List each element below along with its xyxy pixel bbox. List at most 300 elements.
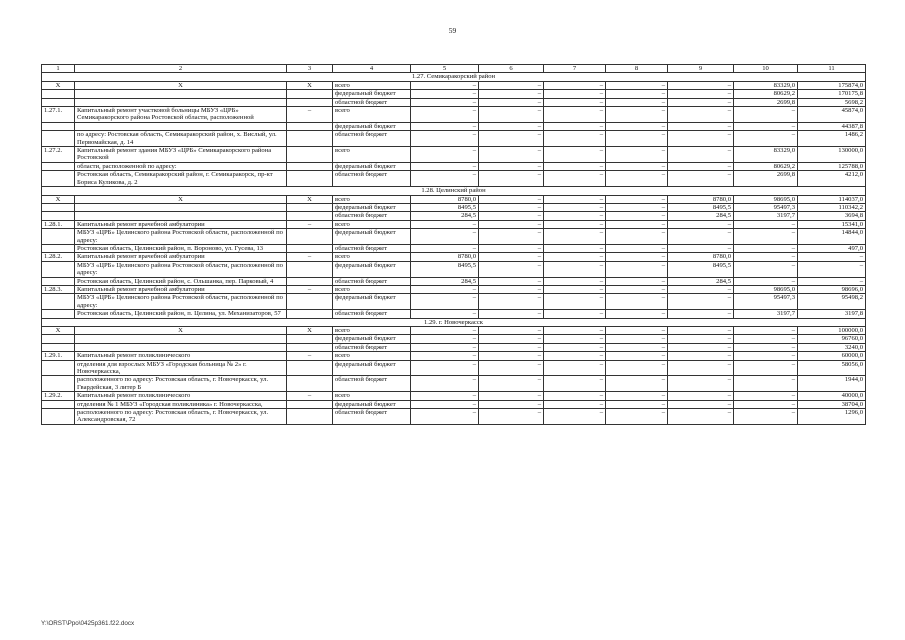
value-col7: – (544, 294, 606, 310)
value-col10: – (734, 343, 798, 351)
value-col10: – (734, 244, 798, 252)
cell-col3 (287, 131, 333, 147)
value-col8: – (606, 122, 668, 130)
item-code (42, 400, 75, 408)
value-col9: – (668, 147, 734, 163)
value-col7: – (544, 327, 606, 335)
funding-source: федеральный бюджет (333, 229, 411, 245)
value-col11: 125788,0 (798, 162, 866, 170)
value-col9: – (668, 107, 734, 123)
table-row (42, 261, 866, 277)
table-row (42, 220, 866, 228)
value-col8: – (606, 352, 668, 360)
value-col7: – (544, 261, 606, 277)
value-col9: – (668, 98, 734, 106)
value-col10: – (734, 253, 798, 261)
value-col6: – (479, 392, 544, 400)
value-col10: – (734, 122, 798, 130)
value-col5: – (411, 122, 479, 130)
cell-col3 (287, 203, 333, 211)
item-code (42, 335, 75, 343)
table-row (42, 147, 866, 163)
value-col5: – (411, 220, 479, 228)
item-code (42, 376, 75, 392)
value-col11: 130000,0 (798, 147, 866, 163)
value-col7: – (544, 81, 606, 89)
item-name: Капитальный ремонт врачебной амбулатории (75, 285, 287, 293)
value-col8: – (606, 285, 668, 293)
column-number: 2 (75, 65, 287, 73)
value-col7: – (544, 310, 606, 318)
table-row (42, 277, 866, 285)
value-col6: – (479, 81, 544, 89)
table-row (42, 162, 866, 170)
value-col6: – (479, 90, 544, 98)
value-col5: – (411, 352, 479, 360)
table-row (42, 409, 866, 425)
value-col6: – (479, 261, 544, 277)
value-col5: – (411, 171, 479, 187)
table-row (42, 203, 866, 211)
value-col5: – (411, 343, 479, 351)
value-col7: – (544, 212, 606, 220)
value-col6: – (479, 220, 544, 228)
table-row (42, 310, 866, 318)
cell-col3 (287, 409, 333, 425)
cell-col3 (287, 343, 333, 351)
funding-source: всего (333, 81, 411, 89)
funding-source: областной бюджет (333, 409, 411, 425)
value-col6: – (479, 229, 544, 245)
item-name: Ростовская область, Семикаракорский район, г. Семикаракорск, пр-кт Бориса Куликова, д. 2 (75, 171, 287, 187)
cell-col3 (287, 171, 333, 187)
cell-col3: – (287, 392, 333, 400)
cell-col3 (287, 147, 333, 163)
value-col9: – (668, 285, 734, 293)
item-code (42, 229, 75, 245)
value-col8: – (606, 360, 668, 376)
value-col8: – (606, 335, 668, 343)
funding-source: всего (333, 147, 411, 163)
item-code: 1.28.3. (42, 285, 75, 293)
value-col7: – (544, 107, 606, 123)
value-col11: 110342,2 (798, 203, 866, 211)
cell-col3: – (287, 352, 333, 360)
value-col11: 1944,0 (798, 376, 866, 392)
item-name (75, 335, 287, 343)
table-row (42, 400, 866, 408)
item-name (75, 98, 287, 106)
value-col6: – (479, 360, 544, 376)
item-name: Капитальный ремонт поликлинического (75, 392, 287, 400)
value-col10: 2699,8 (734, 98, 798, 106)
value-col6: – (479, 98, 544, 106)
item-name (75, 203, 287, 211)
table-row (42, 285, 866, 293)
item-code (42, 171, 75, 187)
value-col5: – (411, 244, 479, 252)
table-row (42, 392, 866, 400)
value-col9: 8495,5 (668, 203, 734, 211)
value-col9: – (668, 327, 734, 335)
value-col8: – (606, 392, 668, 400)
value-col7: – (544, 277, 606, 285)
value-col8: – (606, 195, 668, 203)
value-col10: – (734, 277, 798, 285)
cell-col3 (287, 244, 333, 252)
value-col5: – (411, 285, 479, 293)
item-code (42, 360, 75, 376)
value-col6: – (479, 400, 544, 408)
table-row (42, 376, 866, 392)
cell-col3: – (287, 107, 333, 123)
value-col7: – (544, 220, 606, 228)
value-col11: 497,0 (798, 244, 866, 252)
value-col11: 14844,0 (798, 229, 866, 245)
item-code (42, 162, 75, 170)
value-col11: 1296,0 (798, 409, 866, 425)
value-col10: 3197,7 (734, 310, 798, 318)
value-col11: 40000,0 (798, 392, 866, 400)
value-col10: – (734, 400, 798, 408)
value-col6: – (479, 310, 544, 318)
value-col6: – (479, 376, 544, 392)
value-col9: – (668, 122, 734, 130)
item-name: Капитальный ремонт поликлинического (75, 352, 287, 360)
value-col9: – (668, 343, 734, 351)
cell-col3 (287, 98, 333, 106)
value-col11: 98696,0 (798, 285, 866, 293)
value-col8: – (606, 162, 668, 170)
table-row (42, 253, 866, 261)
value-col6: – (479, 335, 544, 343)
column-number: 4 (333, 65, 411, 73)
item-name: области, расположенной по адресу: (75, 162, 287, 170)
value-col5: 8495,5 (411, 261, 479, 277)
value-col7: – (544, 352, 606, 360)
column-number: 6 (479, 65, 544, 73)
item-code (42, 212, 75, 220)
column-number-row (42, 65, 866, 73)
value-col7: – (544, 253, 606, 261)
funding-source: областной бюджет (333, 343, 411, 351)
value-col11: 38704,0 (798, 400, 866, 408)
item-name: по адресу: Ростовская область, Семикаракорский район, х. Вислый, ул. Первомайская, д. 14 (75, 131, 287, 147)
table-row (42, 294, 866, 310)
item-name: Капитальный ремонт врачебной амбулатории (75, 220, 287, 228)
value-col6: – (479, 294, 544, 310)
item-name: отделения № 1 МБУЗ «Городская поликлиника» г. Новочеркасска, (75, 400, 287, 408)
funding-source: всего (333, 285, 411, 293)
item-code (42, 409, 75, 425)
table-row (42, 90, 866, 98)
value-col5: – (411, 335, 479, 343)
value-col5: – (411, 310, 479, 318)
column-number: 9 (668, 65, 734, 73)
value-col5: – (411, 162, 479, 170)
value-col9: – (668, 352, 734, 360)
funding-source: всего (333, 195, 411, 203)
table-row (42, 122, 866, 130)
value-col10: 2699,8 (734, 171, 798, 187)
cell-col3: – (287, 253, 333, 261)
value-col7: – (544, 376, 606, 392)
value-col8: – (606, 171, 668, 187)
item-name: Ростовская область, Целинский район, п. Вороново, ул. Гусева, 13 (75, 244, 287, 252)
page-number: 59 (448, 26, 457, 35)
value-col11: – (798, 253, 866, 261)
funding-source: областной бюджет (333, 98, 411, 106)
section-header-row (42, 318, 866, 326)
value-col5: 284,5 (411, 277, 479, 285)
funding-source: всего (333, 352, 411, 360)
funding-source: областной бюджет (333, 277, 411, 285)
table-row (42, 229, 866, 245)
section-header-row (42, 187, 866, 195)
value-col10: 3197,7 (734, 212, 798, 220)
funding-source: федеральный бюджет (333, 335, 411, 343)
value-col9: – (668, 409, 734, 425)
value-col10: – (734, 376, 798, 392)
item-name: Ростовская область, Целинский район, п. Целина, ул. Механизаторов, 57 (75, 310, 287, 318)
item-code: 1.27.1. (42, 107, 75, 123)
value-col5: 8780,0 (411, 253, 479, 261)
value-col5: – (411, 107, 479, 123)
value-col10: – (734, 352, 798, 360)
value-col11: 96760,0 (798, 335, 866, 343)
value-col5: – (411, 229, 479, 245)
value-col7: – (544, 360, 606, 376)
item-code: X (42, 327, 75, 335)
value-col10: 80629,2 (734, 90, 798, 98)
table-row (42, 171, 866, 187)
value-col10: – (734, 327, 798, 335)
table-row (42, 98, 866, 106)
value-col6: – (479, 285, 544, 293)
value-col9: – (668, 131, 734, 147)
value-col5: – (411, 131, 479, 147)
value-col7: – (544, 203, 606, 211)
item-code: X (42, 81, 75, 89)
value-col7: – (544, 244, 606, 252)
value-col9: – (668, 81, 734, 89)
value-col11: 1486,2 (798, 131, 866, 147)
value-col6: – (479, 107, 544, 123)
value-col11: 3197,8 (798, 310, 866, 318)
funding-source: всего (333, 220, 411, 228)
value-col6: – (479, 327, 544, 335)
table-row (42, 352, 866, 360)
section-header-row (42, 73, 866, 81)
value-col6: – (479, 195, 544, 203)
item-code (42, 343, 75, 351)
value-col8: – (606, 98, 668, 106)
value-col9: – (668, 162, 734, 170)
value-col5: – (411, 409, 479, 425)
value-col11: 58056,0 (798, 360, 866, 376)
item-code (42, 261, 75, 277)
cell-col3: – (287, 220, 333, 228)
value-col11: 100000,0 (798, 327, 866, 335)
value-col10: – (734, 229, 798, 245)
table-row (42, 212, 866, 220)
item-code: 1.29.1. (42, 352, 75, 360)
item-name: МБУЗ «ЦРБ» Целинского района Ростовской области, расположенной по адресу: (75, 261, 287, 277)
value-col5: – (411, 90, 479, 98)
column-number: 8 (606, 65, 668, 73)
value-col10: – (734, 409, 798, 425)
cell-col3 (287, 310, 333, 318)
value-col6: – (479, 122, 544, 130)
value-col9: – (668, 229, 734, 245)
item-name: Капитальный ремонт врачебной амбулатории (75, 253, 287, 261)
value-col5: – (411, 392, 479, 400)
value-col10: 83329,0 (734, 147, 798, 163)
value-col8: – (606, 409, 668, 425)
value-col5: 8780,0 (411, 195, 479, 203)
value-col9: 8780,0 (668, 253, 734, 261)
value-col8: – (606, 244, 668, 252)
cell-col3: X (287, 195, 333, 203)
value-col7: – (544, 335, 606, 343)
funding-source: федеральный бюджет (333, 90, 411, 98)
value-col11: 95498,2 (798, 294, 866, 310)
item-code (42, 98, 75, 106)
value-col7: – (544, 343, 606, 351)
funding-source: федеральный бюджет (333, 400, 411, 408)
value-col7: – (544, 195, 606, 203)
value-col9: – (668, 220, 734, 228)
budget-table (41, 64, 866, 425)
value-col9: – (668, 310, 734, 318)
item-name: МБУЗ «ЦРБ» Целинского района Ростовской области, расположенной по адресу: (75, 294, 287, 310)
cell-col3 (287, 90, 333, 98)
value-col7: – (544, 90, 606, 98)
item-name: Капитальный ремонт участковой больницы МБУЗ «ЦРБ» Семикаракорского района Ростовской области, расположенной (75, 107, 287, 123)
cell-col3 (287, 335, 333, 343)
value-col8: – (606, 212, 668, 220)
value-col5: – (411, 98, 479, 106)
value-col7: – (544, 285, 606, 293)
value-col8: – (606, 343, 668, 351)
value-col7: – (544, 229, 606, 245)
value-col6: – (479, 244, 544, 252)
table-row (42, 244, 866, 252)
value-col8: – (606, 81, 668, 89)
cell-col3: X (287, 327, 333, 335)
value-col9: – (668, 171, 734, 187)
cell-col3 (287, 294, 333, 310)
value-col8: – (606, 261, 668, 277)
item-code (42, 203, 75, 211)
file-path-footer: Y:\ORST\Ppo\0425p361.f22.docx (41, 620, 135, 627)
column-number: 7 (544, 65, 606, 73)
column-number: 5 (411, 65, 479, 73)
table-row (42, 335, 866, 343)
item-code: X (42, 195, 75, 203)
value-col10: 95497,3 (734, 294, 798, 310)
cell-col3: – (287, 285, 333, 293)
funding-source: федеральный бюджет (333, 162, 411, 170)
item-name: X (75, 327, 287, 335)
value-col10: 98695,0 (734, 195, 798, 203)
value-col8: – (606, 400, 668, 408)
value-col8: – (606, 376, 668, 392)
value-col5: – (411, 147, 479, 163)
cell-col3 (287, 360, 333, 376)
funding-source: областной бюджет (333, 131, 411, 147)
value-col10: – (734, 335, 798, 343)
value-col10: 98695,0 (734, 285, 798, 293)
table-row (42, 343, 866, 351)
item-name: МБУЗ «ЦРБ» Целинского района Ростовской области, расположенной по адресу: (75, 229, 287, 245)
funding-source: федеральный бюджет (333, 294, 411, 310)
cell-col3 (287, 261, 333, 277)
value-col9: – (668, 294, 734, 310)
value-col11: 60000,0 (798, 352, 866, 360)
value-col9: 8780,0 (668, 195, 734, 203)
value-col7: – (544, 122, 606, 130)
item-name: Капитальный ремонт здания МБУЗ «ЦРБ» Семикаракорского района Ростовской (75, 147, 287, 163)
item-name: расположенного по адресу: Ростовская область, г. Новочеркасск, ул. Гвардейская, 3 литер Б (75, 376, 287, 392)
funding-source: всего (333, 107, 411, 123)
value-col11: 5698,2 (798, 98, 866, 106)
value-col10: – (734, 360, 798, 376)
table-row (42, 107, 866, 123)
funding-source: всего (333, 253, 411, 261)
item-name: расположенного по адресу: Ростовская область, г. Новочеркасск, ул. Александровская, 72 (75, 409, 287, 425)
item-name: отделения для взрослых МБУЗ «Городская больница № 2» г. Новочеркасска, (75, 360, 287, 376)
item-code (42, 122, 75, 130)
value-col6: – (479, 171, 544, 187)
value-col7: – (544, 162, 606, 170)
table-row (42, 195, 866, 203)
section-title: 1.29. г. Новочеркасск (42, 318, 866, 326)
item-code: 1.28.1. (42, 220, 75, 228)
value-col11: 4212,0 (798, 171, 866, 187)
value-col8: – (606, 90, 668, 98)
value-col6: – (479, 147, 544, 163)
value-col6: – (479, 277, 544, 285)
value-col8: – (606, 277, 668, 285)
value-col7: – (544, 392, 606, 400)
value-col11: 175874,0 (798, 81, 866, 89)
value-col8: – (606, 220, 668, 228)
funding-source: областной бюджет (333, 212, 411, 220)
item-name (75, 212, 287, 220)
value-col8: – (606, 253, 668, 261)
value-col5: 284,5 (411, 212, 479, 220)
funding-source: всего (333, 392, 411, 400)
value-col10: – (734, 220, 798, 228)
value-col11: 44387,8 (798, 122, 866, 130)
funding-source: областной бюджет (333, 171, 411, 187)
item-name: Ростовская область, Целинский район, с. Ольшанка, пер. Парковый, 4 (75, 277, 287, 285)
funding-source: областной бюджет (333, 310, 411, 318)
value-col10: 80629,2 (734, 162, 798, 170)
value-col10: – (734, 107, 798, 123)
section-title: 1.27. Семикаракорский район (42, 73, 866, 81)
value-col9: – (668, 392, 734, 400)
cell-col3 (287, 162, 333, 170)
value-col11: – (798, 277, 866, 285)
value-col10: – (734, 261, 798, 277)
value-col10: – (734, 392, 798, 400)
value-col9: – (668, 335, 734, 343)
item-code: 1.28.2. (42, 253, 75, 261)
item-name: X (75, 81, 287, 89)
value-col7: – (544, 98, 606, 106)
